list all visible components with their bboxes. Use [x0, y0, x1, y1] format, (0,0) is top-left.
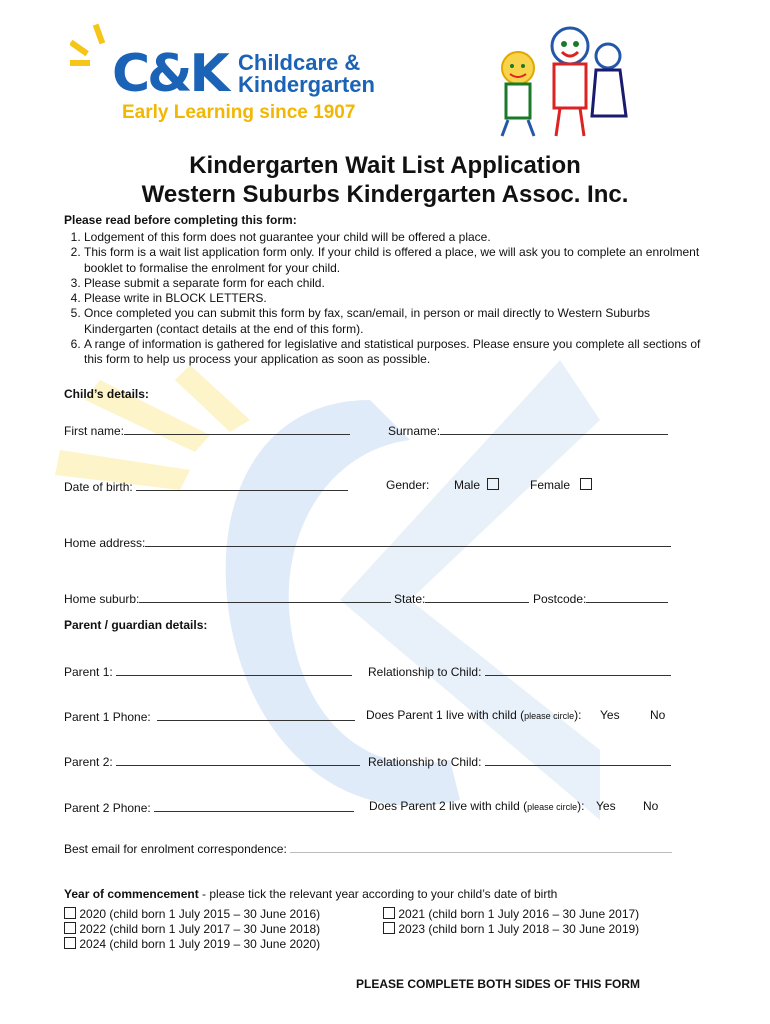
parent1-phone-label: Parent 1 Phone: [64, 710, 151, 724]
year-heading: Year of commencement [64, 887, 199, 901]
surname-line[interactable] [440, 422, 668, 435]
parent2-relationship-field[interactable] [368, 753, 671, 769]
logo-mark: C&K [112, 44, 227, 104]
female-checkbox[interactable] [580, 478, 592, 490]
please-circle-note: please circle [527, 802, 578, 812]
year-2021-label: 2021 (child born 1 July 2016 – 30 June 2017) [398, 907, 640, 921]
state-label: State: [394, 592, 426, 606]
parent1-yes-option[interactable]: Yes [600, 708, 620, 722]
parent2-field[interactable] [64, 753, 360, 769]
parent1-label: Parent 1: [64, 665, 113, 679]
first-name-line[interactable] [124, 422, 350, 435]
parent2-line[interactable] [116, 753, 360, 766]
dob-label: Date of birth: [64, 480, 133, 494]
instruction-item: 5. Once completed you can submit this form by fax, scan/email, in person or mail directly to Western Suburbs Kindergarten (contact details at the end of this form). [84, 306, 714, 337]
relationship-label: Relationship to Child: [368, 665, 482, 679]
year-2023-checkbox[interactable] [383, 922, 395, 934]
dob-line[interactable] [136, 478, 348, 491]
page-title: Kindergarten Wait List Application [189, 152, 581, 179]
instruction-item: 6. A range of information is gathered for legislative and statistical purposes. Please ensure you complete all sections of this form to help us process your application as soon as possible. [84, 337, 714, 368]
question-close: ): [574, 708, 582, 722]
relationship-label: Relationship to Child: [368, 755, 482, 769]
parent2-phone-field[interactable] [64, 799, 354, 815]
year-option-2020[interactable] [64, 907, 320, 921]
watermark-logo [40, 360, 600, 920]
parent2-no-option[interactable]: No [643, 799, 659, 813]
male-label: Male [454, 478, 481, 492]
parent2-label: Parent 2: [64, 755, 113, 769]
instruction-item: 3. Please submit a separate form for each child. [84, 276, 714, 291]
home-suburb-field[interactable] [64, 590, 391, 606]
first-name-field[interactable] [64, 422, 350, 438]
logo-line1: Childcare & [238, 50, 361, 75]
year-option-2022[interactable] [64, 922, 320, 936]
year-instruction: - please tick the relevant year according to your child’s date of birth [198, 887, 558, 901]
year-2024-label: 2024 (child born 1 July 2019 – 30 June 2020) [79, 937, 321, 951]
email-field[interactable] [64, 840, 672, 856]
postcode-line[interactable] [586, 590, 668, 603]
year-2023-label: 2023 (child born 1 July 2018 – 30 June 2019) [398, 922, 640, 936]
ck-logo [70, 22, 400, 132]
children-drawing-image [478, 20, 638, 138]
instruction-item: 2. This form is a wait list application form only. If your child is offered a place, we will ask you to complete an enrolment booklet to formalise the enrolment for your child. [84, 245, 714, 276]
instructions-heading: Please read before completing this form: [64, 213, 297, 227]
first-name-label: First name: [64, 424, 125, 438]
parent-details-heading: Parent / guardian details: [64, 618, 208, 632]
state-field[interactable] [394, 590, 529, 606]
gender-label: Gender: [386, 478, 430, 492]
year-option-2024[interactable] [64, 937, 320, 951]
year-2022-label: 2022 (child born 1 July 2017 – 30 June 2018) [79, 922, 321, 936]
parent1-lives-question [366, 708, 581, 722]
logo-tagline: Early Learning since 1907 [122, 102, 356, 123]
home-suburb-label: Home suburb: [64, 592, 140, 606]
instruction-item: 4. Please write in BLOCK LETTERS. [84, 291, 714, 306]
postcode-label: Postcode: [533, 592, 587, 606]
dob-field[interactable] [64, 478, 348, 494]
parent2-lives-label: Does Parent 2 live with child ( [369, 799, 528, 813]
home-address-label: Home address: [64, 536, 146, 550]
question-close: ): [577, 799, 585, 813]
footer-note: PLEASE COMPLETE BOTH SIDES OF THIS FORM [356, 977, 641, 991]
instruction-item: 1. Lodgement of this form does not guarantee your child will be offered a place. [84, 230, 714, 245]
year-heading-row [64, 887, 557, 901]
surname-field[interactable] [388, 422, 668, 438]
year-2024-checkbox[interactable] [64, 937, 76, 949]
parent1-line[interactable] [116, 663, 352, 676]
parent1-lives-label: Does Parent 1 live with child ( [366, 708, 525, 722]
please-circle-note: please circle [524, 711, 575, 721]
female-label: Female [530, 478, 571, 492]
state-line[interactable] [425, 590, 529, 603]
page-subtitle: Western Suburbs Kindergarten Assoc. Inc. [141, 181, 629, 208]
home-address-field[interactable] [64, 534, 671, 550]
parent1-phone-field[interactable] [64, 708, 355, 724]
home-address-line[interactable] [145, 534, 671, 547]
year-2021-checkbox[interactable] [383, 907, 395, 919]
parent1-no-option[interactable]: No [650, 708, 666, 722]
parent2-lives-question [369, 799, 584, 813]
parent1-field[interactable] [64, 663, 352, 679]
home-suburb-line[interactable] [139, 590, 391, 603]
instructions-list [64, 230, 714, 368]
parent1-relationship-line[interactable] [485, 663, 671, 676]
year-2020-label: 2020 (child born 1 July 2015 – 30 June 2016) [79, 907, 321, 921]
parent2-relationship-line[interactable] [485, 753, 671, 766]
child-details-heading: Child’s details: [64, 387, 149, 401]
female-option[interactable] [530, 478, 592, 492]
year-2022-checkbox[interactable] [64, 922, 76, 934]
parent2-phone-label: Parent 2 Phone: [64, 801, 151, 815]
parent2-yes-option[interactable]: Yes [596, 799, 616, 813]
surname-label: Surname: [388, 424, 441, 438]
year-option-2023[interactable] [383, 922, 639, 936]
year-option-2021[interactable] [383, 907, 639, 921]
parent2-phone-line[interactable] [154, 799, 354, 812]
parent1-relationship-field[interactable] [368, 663, 671, 679]
email-line[interactable] [290, 840, 672, 853]
email-label: Best email for enrolment correspondence: [64, 842, 287, 856]
male-option[interactable] [454, 478, 499, 492]
postcode-field[interactable] [533, 590, 668, 606]
parent1-phone-line[interactable] [157, 708, 355, 721]
year-2020-checkbox[interactable] [64, 907, 76, 919]
logo-line2: Kindergarten [238, 72, 375, 97]
male-checkbox[interactable] [487, 478, 499, 490]
